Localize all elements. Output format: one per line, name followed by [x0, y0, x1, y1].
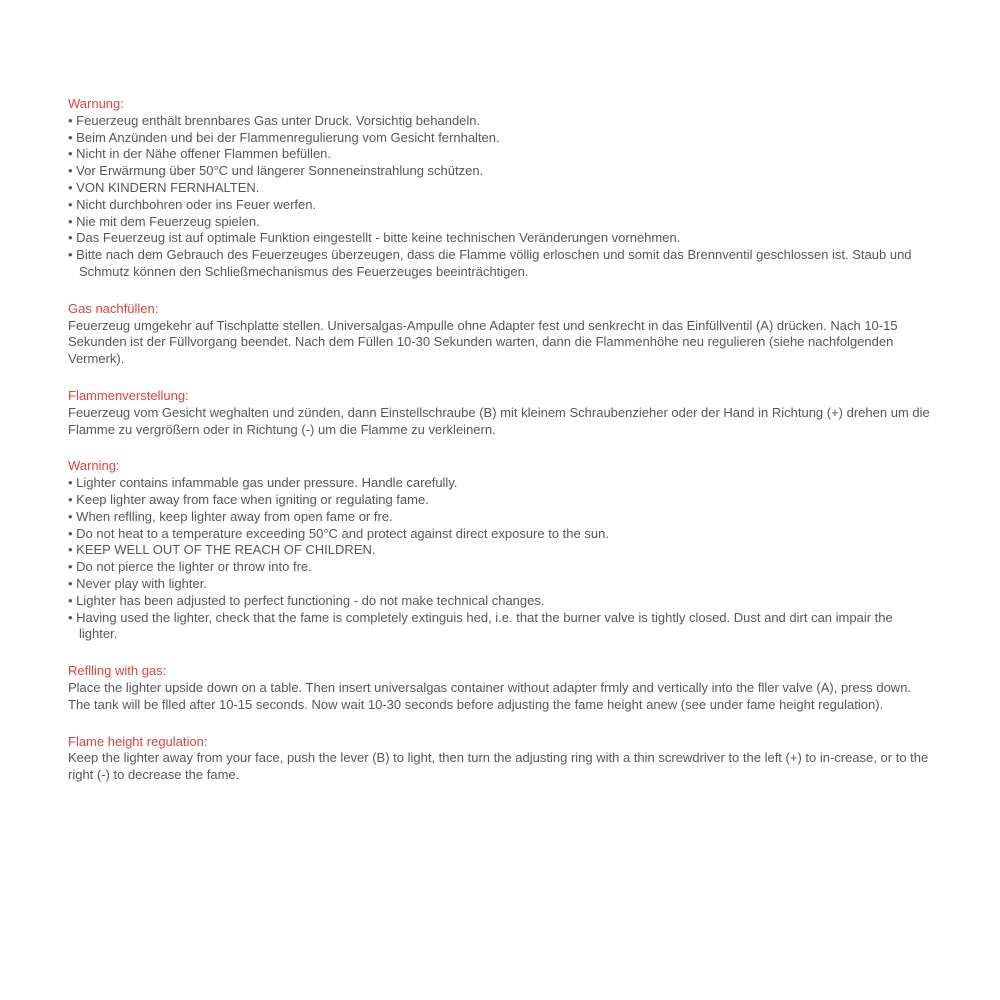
bullet-icon: •: [68, 609, 77, 625]
section-paragraph: Place the lighter upside down on a table. Then insert universalgas container without adapter frmly and vertically into the fller valve (A), press down. The tank will be flled after 10-15 seconds. Now wait 10-30 seconds before adjusting the fame height anew (see under fame height regulation).: [68, 679, 912, 712]
bullet-text: Do not pierce the lighter or throw into fre.: [76, 559, 312, 575]
bullet-item: [68, 509, 934, 526]
section-heading: Flammenverstellung:: [68, 387, 189, 403]
bullet-icon: •: [68, 247, 77, 263]
bullet-icon: •: [68, 525, 77, 541]
section-refilling-with-gas: [68, 663, 934, 713]
bullet-icon: •: [68, 179, 77, 195]
bullet-text: Vor Erwärmung über 50°C und längerer Sonneneinstrahlung schützen.: [76, 163, 484, 179]
bullet-text: Nie mit dem Feuerzeug spielen.: [76, 213, 260, 229]
bullet-item: [68, 130, 934, 147]
bullet-text: KEEP WELL OUT OF THE REACH OF CHILDREN.: [76, 542, 376, 558]
bullet-icon: •: [68, 112, 77, 128]
instruction-text-block: [68, 96, 934, 804]
bullet-item: [68, 576, 934, 593]
bullet-item: [68, 247, 934, 281]
bullet-item: [68, 113, 934, 130]
bullet-text: Feuerzeug enthält brennbares Gas unter Druck. Vorsichtig behandeln.: [76, 112, 481, 128]
bullet-icon: •: [68, 163, 77, 179]
bullet-icon: •: [68, 559, 77, 575]
bullet-item: [68, 559, 934, 576]
bullet-icon: •: [68, 196, 77, 212]
bullet-icon: •: [68, 542, 77, 558]
section-warnung-de: [68, 96, 934, 281]
bullet-text: When reflling, keep lighter away from open fame or fre.: [76, 508, 393, 524]
section-flammenverstellung: [68, 388, 934, 438]
bullet-text: VON KINDERN FERNHALTEN.: [76, 179, 260, 195]
section-heading: Flame height regulation:: [68, 733, 208, 749]
bullet-text: Never play with lighter.: [76, 575, 207, 591]
bullet-icon: •: [68, 230, 77, 246]
bullet-icon: •: [68, 491, 77, 507]
bullet-text: Having used the lighter, check that the fame is completely extinguis hed, i.e. that the burner valve is tightly closed. Dust and dirt can impair the lighter.: [76, 609, 893, 642]
warning-bullet-list-en: [68, 475, 934, 643]
bullet-item: [68, 593, 934, 610]
bullet-item: [68, 197, 934, 214]
section-warning-en: [68, 458, 934, 643]
bullet-icon: •: [68, 508, 77, 524]
bullet-text: Lighter has been adjusted to perfect functioning - do not make technical changes.: [76, 592, 545, 608]
bullet-item: [68, 230, 934, 247]
section-heading: Reflling with gas:: [68, 663, 167, 679]
bullet-icon: •: [68, 213, 77, 229]
bullet-icon: •: [68, 475, 77, 491]
bullet-item: [68, 146, 934, 163]
section-heading: Gas nachfüllen:: [68, 300, 159, 316]
bullet-text: Beim Anzünden und bei der Flammenregulierung vom Gesicht fernhalten.: [76, 129, 500, 145]
bullet-item: [68, 526, 934, 543]
bullet-item: [68, 610, 934, 644]
bullet-item: [68, 475, 934, 492]
bullet-icon: •: [68, 592, 77, 608]
section-gas-nachfuellen: [68, 301, 934, 368]
bullet-item: [68, 214, 934, 231]
bullet-item: [68, 180, 934, 197]
bullet-text: Nicht in der Nähe offener Flammen befüllen.: [76, 146, 332, 162]
warning-bullet-list-de: [68, 113, 934, 281]
section-flame-height-regulation: [68, 734, 934, 784]
bullet-icon: •: [68, 146, 77, 162]
bullet-icon: •: [68, 129, 77, 145]
section-paragraph: Feuerzeug umgekehr auf Tischplatte stellen. Universalgas-Ampulle ohne Adapter fest und senkrecht in das Einfüllventil (A) drücken. Nach 10-15 Sekunden ist der Füllvorgang beendet. Nach dem Füllen 10-30 Sekunden warten, dann die Flammenhöhe neu regulieren (siehe nachfolgenden Vermerk).: [68, 317, 898, 367]
bullet-item: [68, 163, 934, 180]
bullet-icon: •: [68, 575, 77, 591]
bullet-item: [68, 542, 934, 559]
bullet-text: Lighter contains infammable gas under pressure. Handle carefully.: [76, 475, 458, 491]
bullet-item: [68, 492, 934, 509]
section-heading: Warnung:: [68, 96, 124, 111]
section-paragraph: Keep the lighter away from your face, push the lever (B) to light, then turn the adjusting ring with a thin screwdriver to the left (+) to in-crease, or to the right (-) to decrease the fame.: [68, 750, 929, 783]
bullet-text: Keep lighter away from face when igniting or regulating fame.: [76, 491, 429, 507]
bullet-text: Bitte nach dem Gebrauch des Feuerzeuges überzeugen, dass die Flamme völlig erloschen und somit das Brennventil geschlossen ist. Staub und Schmutz können den Schließmechanismus des Feuerzeuges beeinträchtigen.: [76, 247, 912, 279]
section-heading: Warning:: [68, 458, 120, 474]
bullet-text: Nicht durchbohren oder ins Feuer werfen.: [76, 196, 317, 212]
section-paragraph: Feuerzeug vom Gesicht weghalten und zünden, dann Einstellschraube (B) mit kleinem Schraubenzieher oder der Hand in Richtung (+) drehen um die Flamme zu vergrößern oder in Richtung (-) um die Flamme zu verkleinern.: [68, 404, 930, 437]
bullet-text: Do not heat to a temperature exceeding 50°C and protect against direct exposure to the sun.: [76, 525, 609, 541]
bullet-text: Das Feuerzeug ist auf optimale Funktion eingestellt - bitte keine technischen Veränderungen vornehmen.: [76, 230, 681, 246]
